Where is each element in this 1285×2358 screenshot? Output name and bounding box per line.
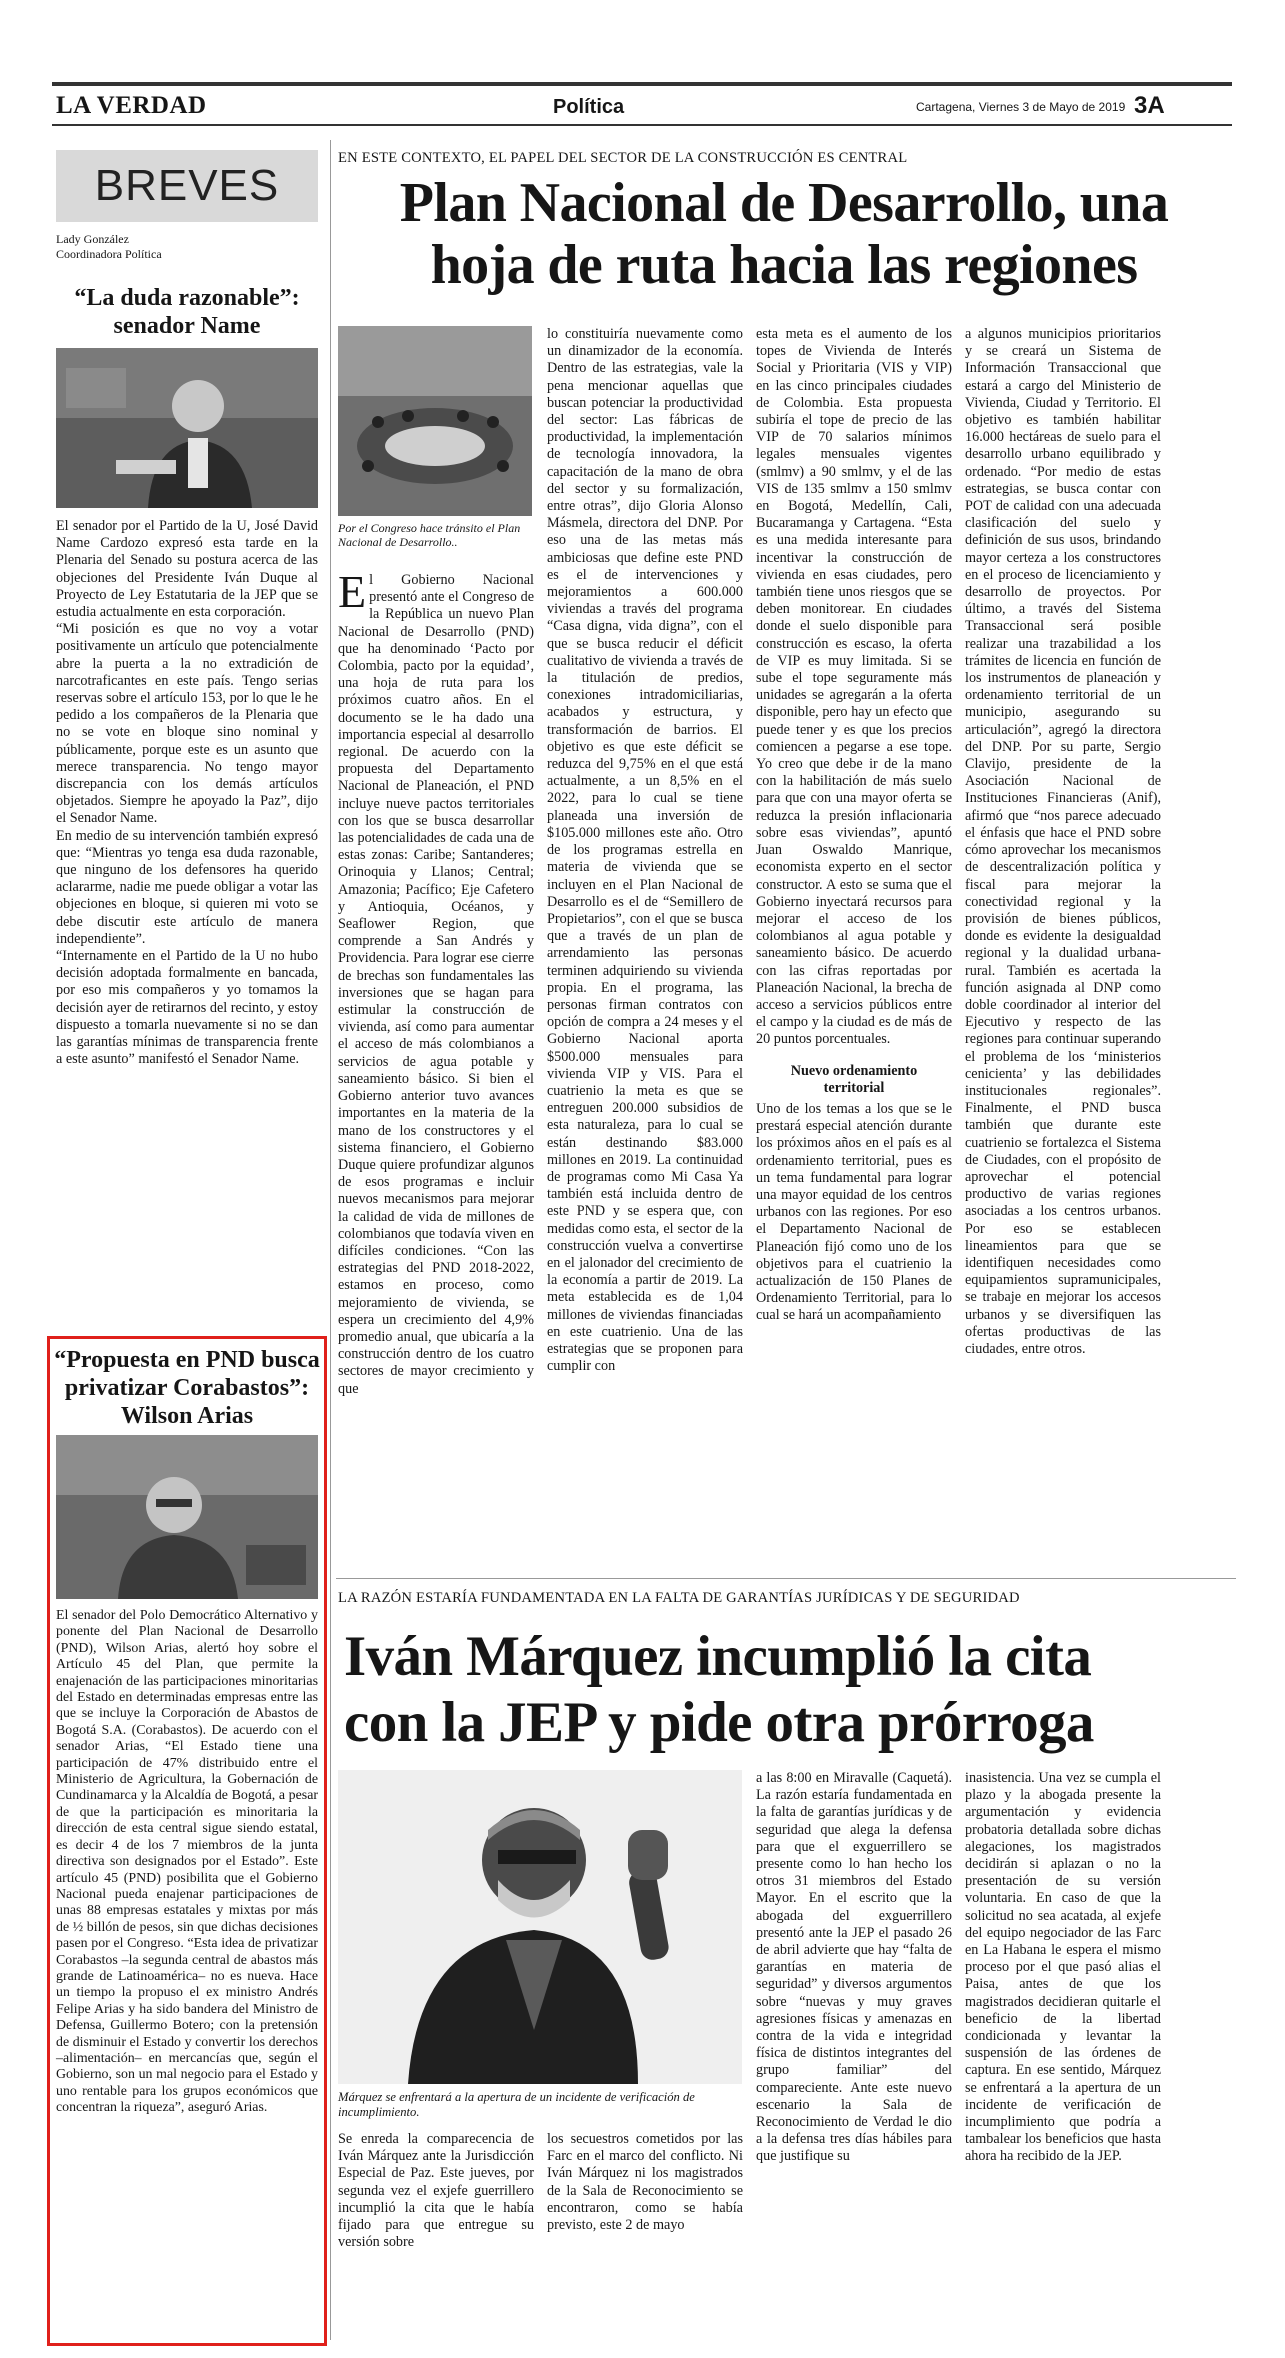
name-photo [56,348,318,508]
breve1-body: El senador por el Partido de la U, José David Name Cardozo expresó esta tarde en la Plenaria del Senado su postura acerca de las objeciones del Presidente Iván Duque al Proyecto de Ley Estatutaria de la JEP que se estudia actualmente en esta corporación. “Mi posición es que no voy a votar positivamente un artículo que potencialmente abre la puerta a la no extradición de narcotraficantes en este país. Tengo serias reservas sobre el artículo 153, por lo que le he pedido a los compañeros de la Plenaria que no se vote en bloque sino nominal y públicamente, porque este es un asunto que merece transparencia. No tengo mayor discrepancia con los demás artículos objetados. Siempre he apoyado la Paz”, dijo el Senador Name. En medio de su intervención también expresó que: “Mientras yo tenga esa duda razonable, que ninguno de los defensores ha querido aclararme, nadie me puede obligar a votar las objeciones en bloque, si quieren mi voto se debe discutir este artículo de manera independiente”. “Internamente en el Partido de la U no hubo decisión adoptada formalmente en bancada, por eso mis compañeros y yo tomamos la decisión ayer de retirarnos del recinto, y estoy dispuesto a tomarla nuevamente si no se dan las garantías mínimas de transparencia frente a este asunto” manifestó el Senador Name. [56,518,318,1068]
page-number: 3A [1134,92,1165,119]
article1-title: Plan Nacional de Desarrollo, una hoja de ruta hacia las regiones [399,172,1169,296]
masthead-top-rule [52,82,1232,86]
section-name: Política [553,96,625,118]
article2-col3: a las 8:00 en Miravalle (Caquetá). La razón estaría fundamentada en la falta de garantías jurídicas y de seguridad que alega la defensa para que el exguerrillero se presente como lo han hecho los otros 31 miembros del Estado Mayor. En el escrito que la abogada del exguerrillero presentó ante la JEP el pasado 26 de abril advierte que hay “falta de garantías en materia de seguridad” y diversos argumentos sobre “nuevas y muy graves agresiones físicas y amenazas en contra de la vida e integridad física de distintos integrantes del grupo familiar” del compareciente. Ante este nuevo escenario la Sala de Reconocimiento de Verdad le dio a la defensa tres días hábiles para que justifique su [756,1770,952,2165]
issue-date: Cartagena, Viernes 3 de Mayo de 2019 [916,100,1126,114]
masthead-bottom-rule [52,124,1232,126]
article2-title: Iván Márquez incumplió la cita con la JEP y pide otra prórroga [344,1625,1094,1754]
article2-col4: inasistencia. Una vez se cumpla el plazo y la abogada presente la argumentación y evidencia probatoria detallada sobre dichas alegaciones, los magistrados decidirán si aplazan o no la presentación de su versión voluntaria. En caso de que la solicitud no sea acatada, al exjefe del equipo negociador de las Farc en La Habana le espera el mismo proceso por el que pasó alias el Paisa, antes de que los magistrados decidieran quitarle el beneficio de la libertad condicionada y levantar la suspensión de las órdenes de captura. En ese sentido, Márquez se enfrentará a la apertura de un incidente de verificación de incumplimiento que podría a tambalear los beneficios que hasta ahora ha recibido de la JEP. [965,1770,1161,2165]
congress-photo [338,326,532,516]
article2-col1: Se enreda la comparecencia de Iván Márquez ante la Jurisdicción Especial de Paz. Este jueves, por segunda vez el exjefe guerrillero incumplió la cita que le había fijado para que entregue su versión sobre [338,2131,534,2251]
breve2-title: “Propuesta en PND busca privatizar Corabastos”: Wilson Arias [54,1347,320,1429]
breve2-body: El senador del Polo Democrático Alternativo y ponente del Plan Nacional de Desarrollo (PND), Wilson Arias, alertó hoy sobre el Artículo 45 del Plan, que permite la enajenación de las participaciones minoritarias del Estado en determinadas empresas entre las que se incluye la Corporación de Abastos de Bogotá S.A. (Corabastos). De acuerdo con el senador Arias, “El Estado tiene una participación de 47% distribuido entre el Ministerio de Agricultura, la Gobernación de Cundinamarca y la Alcaldía de Bogotá, a pesar de que la participación es minoritaria la dirección de esta central sigue siendo estatal, es decir 4 de los 7 miembros de la junta directiva son designados por el Estado”. Este artículo 45 (PND) posibilita que el Gobierno Nacional pueda enajenar participaciones de unas 88 empresas estatales y mixtas por más de ½ billón de pesos, sin que dichas decisiones pasen por el Congreso. “Esta idea de privatizar Corabastos –la segunda central de abastos más grande de Latinoamérica– no es nueva. Hace un tiempo la propuso el ex ministro Andrés Felipe Arias y ha sido bandera del Ministro de Defensa, Guillermo Botero; con la pretensión de disminuir el Estado y convertir los derechos –alimentación– en mercancías que, según el Gobierno, son un mal negocio para el Estado y uno rentable para los grupos económicos que concentran la riqueza”, aseguró Arias. [56,1608,318,2116]
breve1-title: “La duda razonable”: senador Name [74,285,300,339]
article2-col2: los secuestros cometidos por las Farc en el marco del conflicto. Ni Iván Márquez ni los magistrados de la Sala de Reconocimiento se encontraron, como se había previsto, este 2 de mayo [547,2131,743,2234]
article1-col1: El Gobierno Nacional presentó ante el Congreso de la República un nuevo Plan Nacional de Desarrollo (PND) que ha denominado ‘Pacto por Colombia, pacto por la equidad’, una hoja de ruta para los próximos cuatro años. En el documento se le ha dado una importancia especial al desarrollo regional. De acuerdo con la propuesta del Departamento Nacional de Planeación, el PND incluye nueve pactos territoriales con los que se busca desarrollar las potencialidades de cada una de estas zonas: Caribe; Santanderes; Orinoquia y Llanos; Central; Amazonia; Pacífico; Eje Cafetero y Antioquia, Océanos, y Seaflower Region, que comprende a San Andrés y Providencia. Para lograr ese cierre de brechas son fundamentales las inversiones que se hagan para estimular la construcción de vivienda, así como para aumentar el acceso de más colombianos a servicios de agua potable y saneamiento básico. Si bien el Gobierno anterior tuvo avances importantes en la materia de la mano de los constructores y el sistema financiero, el Gobierno Duque quiere profundizar algunos de esos programas e incluir nuevos mecanismos para mejorar la calidad de vida de millones de colombianos que todavía viven en difíciles condiciones. “Con las estrategias del PND 2018-2022, estamos en proceso, como mejoramiento de vivienda, se espera un crecimiento del 4,9% promedio anual, que ubicaría a la construcción dentro de los cuatro sectores de mayor crecimiento y que [338,566,534,1397]
column-divider [330,140,331,2340]
author-role: Coordinadora Política [56,247,162,261]
article1-col2: lo constituiría nuevamente como un dinamizador de la economía. Dentro de las estrategias, vale la pena mencionar aquellas que buscan potenciar la productividad del sector: Las fábricas de productividad, la implementación de tecnología innovadora, la capacitación de la mano de obra del sector y su formalización, entre otras”, dijo Gloria Alonso Másmela, directora del DNP. Por eso una de las metas más ambiciosas que define este PND es el de intervenciones y mejoramientos a 600.000 viviendas a través del programa “Casa digna, vida digna”, con el que se busca reducir el déficit cualitativo de vivienda a través de la titulación de predios, conexiones intradomiciliarias, acabados y estructura, y transformación de barrios. El objetivo es que este déficit se reduzca del 9,75% en el que está actualmente, a un 8,5% en el 2022, para lo cual se tiene planeada una inversión de $105.000 millones este año. Otro de los programas estrella en materia de vivienda que se incluyen en el Plan Nacional de Desarrollo es el de “Semillero de Propietarios”, con el que se busca que a través de un plan de arrendamiento las personas terminen adquiriendo su vivienda propia. En el programa, las personas firman contratos con opción de compra a 24 meses y el Gobierno Nacional aporta $500.000 mensuales para vivienda VIP y VIS. Para el cuatrienio la meta es que se entreguen 200.000 subsidios de esta naturaleza, para lo cual se están destinando $83.000 millones en 2019. La continuidad de programas como Mi Casa Ya también está incluida dentro de este PND y se espera que, con medidas como esta, el sector de la construcción vuelva a convertirse en el jalonador del crecimiento de la economía a partir de 2019. La meta establecida es de 1,04 millones de viviendas financiadas en este cuatrienio. Una de las estrategias que se proponen para cumplir con [547,326,743,1375]
arias-photo [56,1435,318,1599]
article1-kicker: EN ESTE CONTEXTO, EL PAPEL DEL SECTOR DE LA CONSTRUCCIÓN ES CENTRAL [338,150,908,166]
marquez-photo-caption: Márquez se enfrentará a la apertura de un incidente de verificación de incumplimiento. [338,2090,695,2119]
article-divider [336,1578,1236,1579]
article1-col4: a algunos municipios prioritarios y se creará un Sistema de Información Transaccional que estará a cargo del Ministerio de Vivienda, Ciudad y Territorio. El objetivo es también habilitar 16.000 hectáreas de suelo para el desarrollo urbano equilibrado y ordenado. “Por medio de estas estrategias, se busca contar con POT de calidad con una adecuada clasificación del suelo y definición de sus usos, brindando mayor certeza a los constructores en el proceso de licenciamiento y desarrollo de proyectos. Por último, a través del Sistema Transaccional será posible realizar una trazabilidad a los trámites de licencia en función de los instrumentos de planeación y ordenamiento territorial de un municipio, asegurando su articulación”, agregó la directora del DNP. Por su parte, Sergio Clavijo, presidente de la Asociación Nacional de Instituciones Financieras (Anif), afirmó que “nos parece adecuado el énfasis que hace el PND sobre cómo aprovechar los mecanismos de descentralización política y fiscal para mejorar la conectividad regional y la provisión de bienes públicos, donde es evidente la desigualdad regional y la dualidad urbana-rural. También es acertada la función asignada al DNP como doble coordinador al interior del Ejecutivo y respecto de las regiones para continuar superando el problema de los ‘ministerios cenicienta’ y las debilidades institucionales regionales”. Finalmente, el PND busca también que durante este cuatrienio se fortalezca el Sistema de Ciudades, con el propósito de aprovechar el potencial productivo de varias regiones asociadas a los centros urbanos. Por eso se establecen lineamientos para que se identifiquen necesidades como equipamientos supramunicipales, se trabaje en mejorar los accesos urbanos y se diversifiquen las ofertas productivas de las ciudades, entre otros. [965,326,1161,1357]
article1-subhead: Nuevo ordenamiento territorial [790,1062,918,1096]
newspaper-name: LA VERDAD [56,92,207,119]
drop-cap: E [338,566,367,617]
author-name: Lady González [56,232,129,246]
congress-photo-caption: Por el Congreso hace tránsito el Plan Nacional de Desarrollo.. [338,521,521,549]
breves-author [56,232,162,262]
breves-banner: BREVES [56,150,318,222]
article1-col3: esta meta es el aumento de los topes de Vivienda de Interés Social y Prioritaria (VIS y VIP) en las cinco principales ciudades de Colombia. Esta propuesta subiría el tope de precio de las VIP de 70 salarios mínimos legales mensuales vigentes (smlmv) a 90 smlmv, y el de las VIS de 135 smlmv a 150 smlmv en Bogotá, Medellín, Cali, Bucaramanga y Cartagena. “Esta es una medida interesante para incentivar la construcción de vivienda en esas ciudades, pero también tiene unos riesgos que se deben monitorear. En ciudades donde el suelo disponible para construcción es escaso, la oferta de VIP es muy limitada. Si se sube el tope seguramente más unidades se agregarán a la oferta disponible, pero hay un efecto que puede tener y es que los precios comiencen a pegarse a ese tope. Yo creo que debe ir de la mano con la habilitación de más suelo para que con una mayor oferta se reduzca la presión inflacionaria sobre esas viviendas”, apuntó Juan Oswaldo Manrique, economista experto en el sector constructor. A esto se suma que el Gobierno inyectará recursos para mejorar el acceso de los colombianos al agua potable y saneamiento básico. De acuerdo con las cifras reportadas por Planeación Nacional, la brecha de acceso a servicios públicos entre el campo y la ciudad es de más de 20 puntos porcentuales. Nuevo ordenamiento territorial Uno de los temas a los que se le prestará especial atención durante los próximos años en el país es al ordenamiento territorial, pues es un tema fundamental para lograr una mayor equidad de los centros urbanos con las regiones. Por eso el Departamento Nacional de Planeación fijó como uno de los objetivos para el cuatrienio la actualización de 150 Planes de Ordenamiento Territorial, para lo cual se hará un acompañamiento [756,326,952,1324]
marquez-photo [338,1770,742,2084]
article2-kicker: LA RAZÓN ESTARÍA FUNDAMENTADA EN LA FALTA DE GARANTÍAS JURÍDICAS Y DE SEGURIDAD [338,1590,1020,1606]
